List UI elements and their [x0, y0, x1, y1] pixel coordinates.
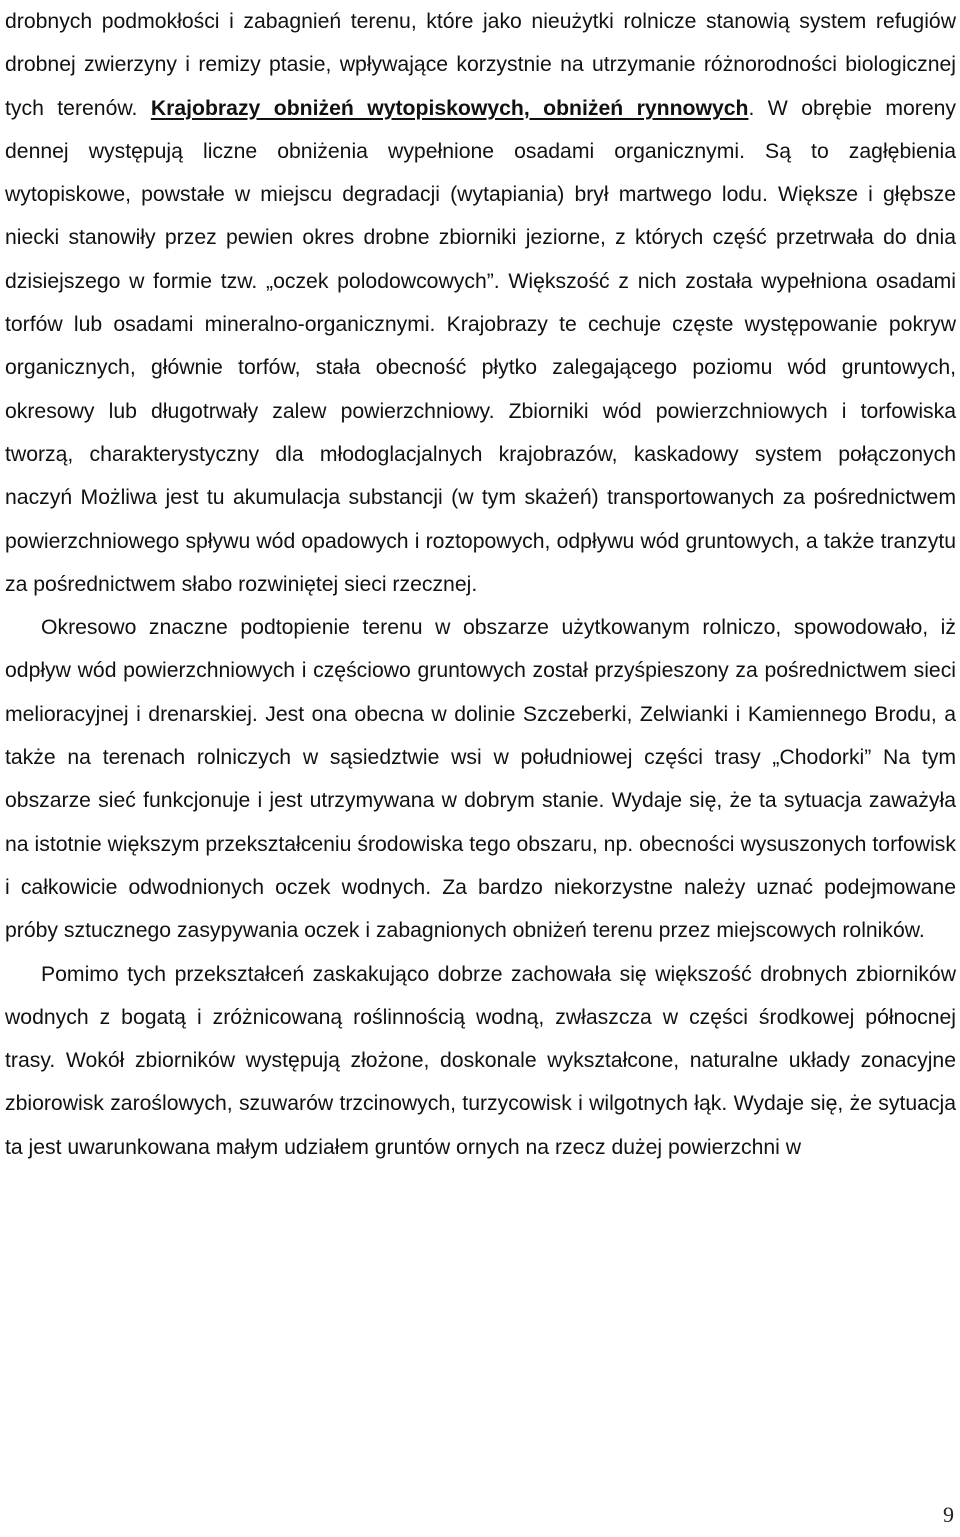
document-page: [5, 0, 956, 1169]
page-number: 9: [943, 1502, 954, 1527]
paragraph-landscape-depressions: [5, 0, 956, 606]
section-heading-inline: Krajobrazy obniżeń wytopiskowych, obniżeń rynnowych: [150, 96, 749, 120]
paragraph-water-bodies: Pomimo tych przekształceń zaskakująco dobrze zachowała się większość drobnych zbiorników wodnych z bogatą i zróżnicowaną roślinnością wodną, zwłaszcza w części środkowej północnej trasy. Wokół zbiorników występują złożone, doskonale wykształcone, naturalne układy zonacyjne zbiorowisk zaroślowych, szuwarów trzcinowych, turzycowisk i wilgotnych łąk. Wydaje się, że sytuacja ta jest uwarunkowana małym udziałem gruntów ornych na rzecz dużej powierzchni w: [5, 962, 956, 1159]
paragraph-lead-text: drobnych podmokłości i zabagnień terenu, które jako nieużytki rolnicze stanowią system refugiów drobnej zwierzyny i remizy ptasie, wpływające korzystnie na utrzymanie różnorodności biologicznej tych terenów.: [5, 10, 956, 120]
paragraph-body-text: . W obrębie moreny dennej występują liczne obniżenia wypełnione osadami organicznymi. Są to zagłębienia wytopiskowe, powstałe w miejscu degradacji (wytapiania) brył martwego lodu. Większe i głębsze niecki stanowiły przez pewien okres drobne zbiorniki jeziorne, z których część przetrwała do dnia dzisiejszego w formie tzw. „oczek polodowcowych”. Większość z nich została wypełniona osadami torfów lub osadami mineralno-organicznymi. Krajobrazy te cechuje częste występowanie pokryw organicznych, głównie torfów, stała obecność płytko zalegającego poziomu wód gruntowych, okresowy lub długotrwały zalew powierzchniowy. Zbiorniki wód powierzchniowych i torfowiska tworzą, charakterystyczny dla młodoglacjalnych krajobrazów, kaskadowy system połączonych naczyń Możliwa jest tu akumulacja substancji (w tym skażeń) transportowanych za pośrednictwem powierzchniowego spływu wód opadowych i roztopowych, odpływu wód gruntowych, a także tranzytu za pośrednictwem słabo rozwiniętej sieci rzecznej.: [5, 96, 956, 596]
paragraph-drainage: Okresowo znaczne podtopienie terenu w obszarze użytkowanym rolniczo, spowodowało, iż odpływ wód powierzchniowych i częściowo gruntowych został przyśpieszony za pośrednictwem sieci melioracyjnej i drenarskiej. Jest ona obecna w dolinie Szczeberki, Zelwianki i Kamiennego Brodu, a także na terenach rolniczych w sąsiedztwie wsi w południowej części trasy „Chodorki” Na tym obszarze sieć funkcjonuje i jest utrzymywana w dobrym stanie. Wydaje się, że ta sytuacja zaważyła na istotnie większym przekształceniu środowiska tego obszaru, np. obecności wysuszonych torfowisk i całkowicie odwodnionych oczek wodnych. Za bardzo niekorzystne należy uznać podejmowane próby sztucznego zasypywania oczek i zabagnionych obniżeń terenu przez miejscowych rolników.: [5, 616, 956, 943]
